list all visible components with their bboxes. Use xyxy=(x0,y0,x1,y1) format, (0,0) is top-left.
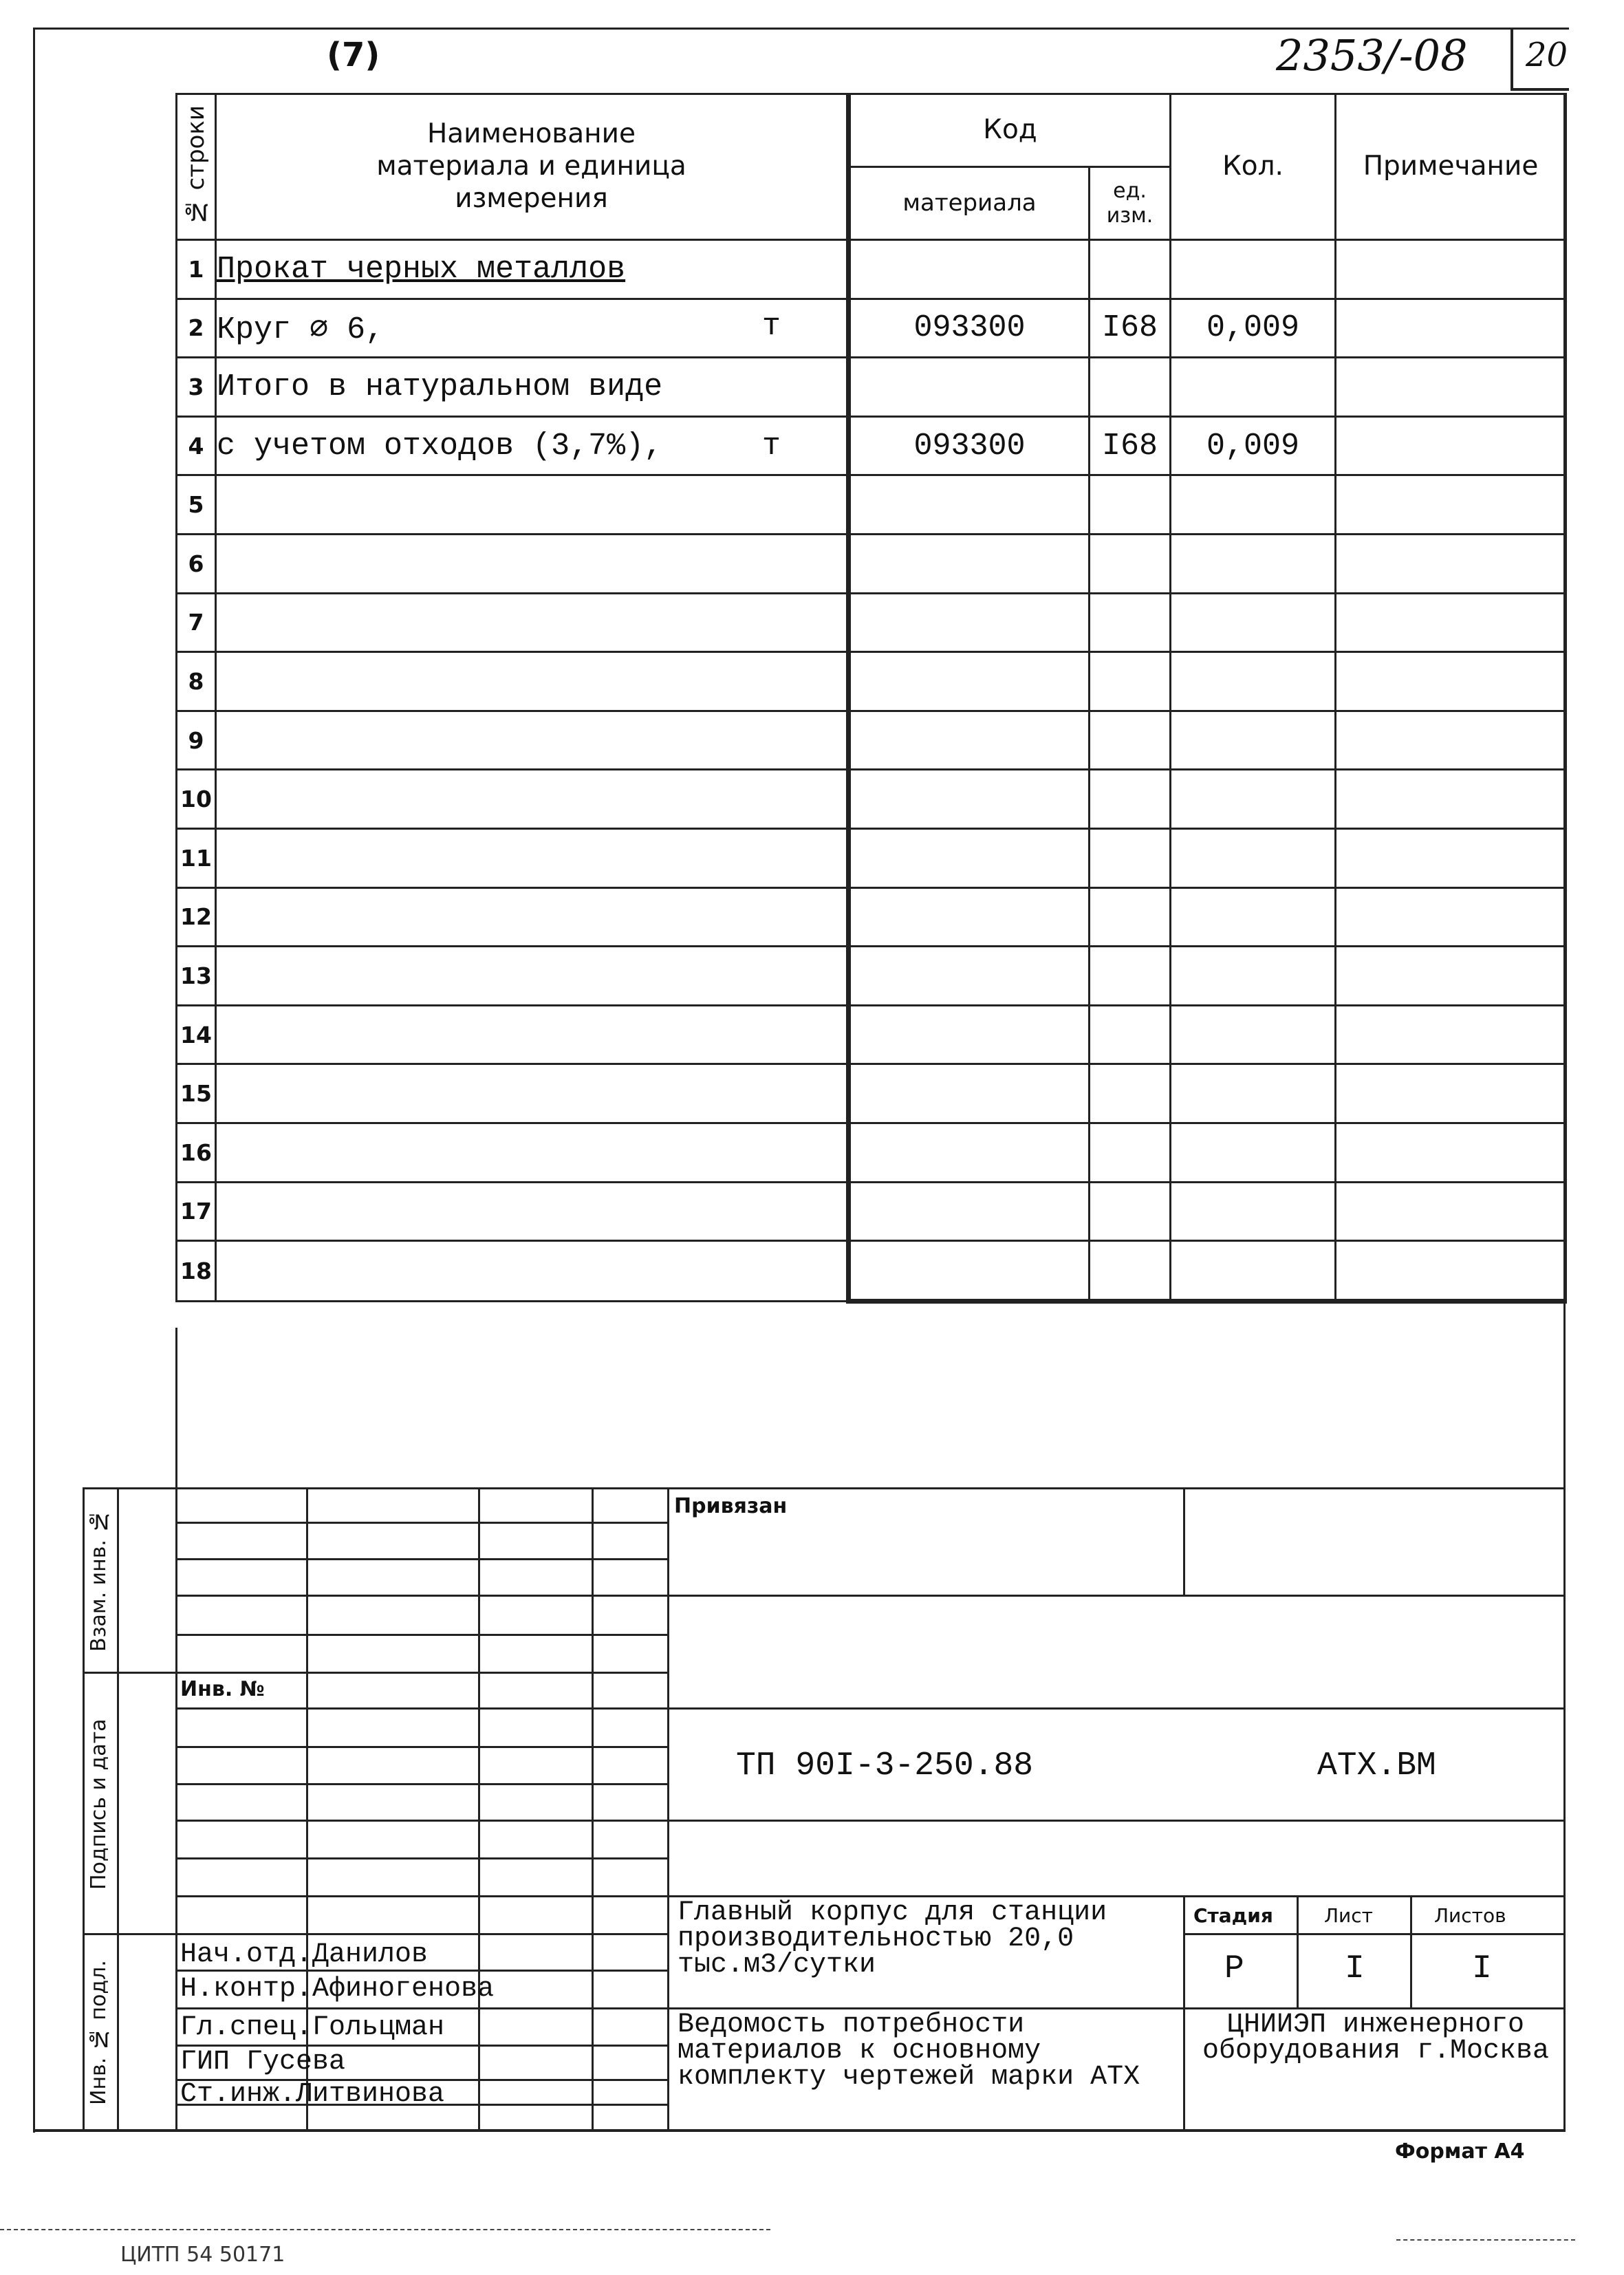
row-qty xyxy=(1171,475,1336,535)
row-name xyxy=(216,416,849,475)
row-unit xyxy=(1090,828,1171,887)
tb-h-code-top xyxy=(667,1707,1563,1710)
row-name xyxy=(216,1005,849,1064)
row-code xyxy=(849,475,1090,535)
table-row xyxy=(177,475,1566,535)
row-qty xyxy=(1171,1123,1336,1182)
stage-value: Р xyxy=(1224,1950,1244,1987)
header-code: Код xyxy=(849,94,1171,167)
tb-top-line xyxy=(83,1487,1563,1489)
tb-left-line xyxy=(83,1487,85,2129)
row-note xyxy=(1336,475,1566,535)
row-name xyxy=(216,240,849,299)
row-code xyxy=(849,1182,1090,1241)
row-qty xyxy=(1171,358,1336,417)
row-name xyxy=(216,299,849,358)
row-note xyxy=(1336,358,1566,417)
grid-h xyxy=(175,1895,667,1897)
row-qty xyxy=(1171,828,1336,887)
row-name xyxy=(216,1064,849,1123)
row-number: 8 xyxy=(177,652,216,711)
side-h xyxy=(83,1672,175,1674)
row-note xyxy=(1336,887,1566,947)
format-label: Формат А4 xyxy=(1395,2139,1525,2164)
row-note xyxy=(1336,711,1566,770)
tb-h-privyazan-bottom xyxy=(667,1595,1563,1597)
row-number: 18 xyxy=(177,1241,216,1302)
row-qty xyxy=(1171,652,1336,711)
row-note xyxy=(1336,652,1566,711)
row-code xyxy=(849,711,1090,770)
header-name: Наименование материала и единица измерения xyxy=(216,94,849,240)
row-number: 16 xyxy=(177,1123,216,1182)
row-note xyxy=(1336,416,1566,475)
row-qty xyxy=(1171,1064,1336,1123)
row-code xyxy=(849,593,1090,652)
grid-h xyxy=(175,1707,667,1710)
row-code xyxy=(849,1123,1090,1182)
row-qty xyxy=(1171,593,1336,652)
row-qty xyxy=(1171,947,1336,1006)
row-number: 10 xyxy=(177,770,216,829)
row-unit xyxy=(1090,475,1171,535)
header-qty: Кол. xyxy=(1171,94,1336,240)
table-row xyxy=(177,534,1566,593)
row-name xyxy=(216,1123,849,1182)
side-v xyxy=(117,1487,119,2129)
header-row-no: № строки xyxy=(177,94,216,240)
cut-line-right xyxy=(1396,2239,1575,2241)
table-row xyxy=(177,358,1566,417)
row-unit xyxy=(1090,1064,1171,1123)
sheets-value: I xyxy=(1472,1950,1492,1987)
tb-h-stage-labels xyxy=(1183,1933,1563,1935)
row-unit xyxy=(1090,1241,1171,1302)
row-number: 6 xyxy=(177,534,216,593)
side-h2 xyxy=(83,1933,175,1935)
side-label-inv-podl: Инв. № подл. xyxy=(87,1960,111,2106)
row-unit xyxy=(1090,534,1171,593)
row-number: 1 xyxy=(177,240,216,299)
table-row xyxy=(177,593,1566,652)
table-row xyxy=(177,1241,1566,1302)
row-unit xyxy=(1090,358,1171,417)
grid-h xyxy=(175,1558,667,1560)
row-qty xyxy=(1171,1182,1336,1241)
row-note xyxy=(1336,1005,1566,1064)
row-unit xyxy=(1090,947,1171,1006)
row-qty: 0,009 xyxy=(1171,299,1336,358)
row-name xyxy=(216,770,849,829)
row-note xyxy=(1336,1182,1566,1241)
row-name xyxy=(216,593,849,652)
table-row xyxy=(177,887,1566,947)
page-number-paren: (7) xyxy=(327,36,380,74)
row-note xyxy=(1336,828,1566,887)
row-code: 093300 xyxy=(849,416,1090,475)
sheets-label: Листов xyxy=(1434,1904,1506,1927)
row-code xyxy=(849,828,1090,887)
row-qty xyxy=(1171,770,1336,829)
grid-h xyxy=(175,1783,667,1785)
row-number: 9 xyxy=(177,711,216,770)
row-note xyxy=(1336,1241,1566,1302)
grid-h xyxy=(175,1857,667,1859)
row-name xyxy=(216,534,849,593)
cut-line-left xyxy=(0,2229,770,2230)
row-note xyxy=(1336,534,1566,593)
row-qty xyxy=(1171,534,1336,593)
row-number: 3 xyxy=(177,358,216,417)
row-name-text: Круг ∅ 6, xyxy=(217,312,385,347)
row-name xyxy=(216,828,849,887)
person-gl-spec: Гл.спец.Гольцман xyxy=(180,2012,445,2043)
row-note xyxy=(1336,770,1566,829)
table-row xyxy=(177,299,1566,358)
print-code: ЦИТП 54 50171 xyxy=(120,2243,285,2267)
row-name xyxy=(216,887,849,947)
row-code: 093300 xyxy=(849,299,1090,358)
doc-mark: АТХ.ВМ xyxy=(1317,1747,1436,1785)
materials-table xyxy=(175,93,1567,1304)
grid-h xyxy=(175,1746,667,1748)
inv-no-label: Инв. № xyxy=(180,1677,265,1701)
row-unit-letter: т xyxy=(761,308,781,344)
tb-v-stage xyxy=(1183,1895,1185,2129)
grid-v3 xyxy=(592,1487,594,2129)
grid-h xyxy=(175,1522,667,1524)
table-row xyxy=(177,1064,1566,1123)
table-row xyxy=(177,1182,1566,1241)
sheet-number: 20 xyxy=(1526,36,1568,74)
row-code xyxy=(849,534,1090,593)
organization: ЦНИИЭП инженерного оборудования г.Москва xyxy=(1202,2009,1550,2067)
top-border xyxy=(33,28,1569,30)
row-unit xyxy=(1090,887,1171,947)
row-number: 12 xyxy=(177,887,216,947)
row-name-text: Прокат черных металлов xyxy=(217,251,626,287)
row-unit xyxy=(1090,1005,1171,1064)
row-unit xyxy=(1090,593,1171,652)
tb-v-sheets xyxy=(1410,1895,1412,2007)
person-n-kontr: Н.контр.Афиногенова xyxy=(180,1974,495,2005)
tb-v-privyazan xyxy=(1183,1487,1185,1595)
row-code xyxy=(849,947,1090,1006)
row-code xyxy=(849,358,1090,417)
grid-h xyxy=(175,1820,667,1822)
row-number: 5 xyxy=(177,475,216,535)
row-code xyxy=(849,887,1090,947)
doc-title: Ведомость потребности материалов к основному комплекту чертежей марки АТХ xyxy=(678,2009,1140,2093)
row-number: 11 xyxy=(177,828,216,887)
row-number: 15 xyxy=(177,1064,216,1123)
row-name xyxy=(216,947,849,1006)
row-note xyxy=(1336,947,1566,1006)
grid-h xyxy=(175,2007,667,2009)
object-title: Главный корпус для станции производительностью 20,0 тыс.м3/сутки xyxy=(678,1897,1107,1981)
row-qty: 0,009 xyxy=(1171,416,1336,475)
row-code xyxy=(849,240,1090,299)
grid-v4 xyxy=(667,1487,669,2129)
row-note xyxy=(1336,299,1566,358)
privyazan-label: Привязан xyxy=(674,1494,788,1518)
row-qty xyxy=(1171,1005,1336,1064)
header-code-unit: ед. изм. xyxy=(1090,167,1171,240)
doc-code: 2353/-08 xyxy=(1276,30,1468,80)
sheet-label: Лист xyxy=(1324,1904,1373,1927)
table-row xyxy=(177,770,1566,829)
tb-bottom-line xyxy=(33,2129,1566,2132)
row-code xyxy=(849,770,1090,829)
table-row xyxy=(177,828,1566,887)
row-qty xyxy=(1171,711,1336,770)
row-name xyxy=(216,1241,849,1302)
row-name-text: Итого в натуральном виде xyxy=(217,369,663,405)
table-row xyxy=(177,711,1566,770)
tb-h-code-bottom xyxy=(667,1820,1563,1822)
person-gip: ГИП Гусева xyxy=(180,2047,346,2078)
table-row xyxy=(177,947,1566,1006)
sheet-box-divider xyxy=(1511,28,1513,88)
row-unit xyxy=(1090,711,1171,770)
row-unit: I68 xyxy=(1090,416,1171,475)
row-unit xyxy=(1090,1182,1171,1241)
side-label-vzam: Взам. инв. № xyxy=(87,1509,111,1652)
table-row xyxy=(177,1123,1566,1182)
row-number: 17 xyxy=(177,1182,216,1241)
row-name xyxy=(216,358,849,417)
grid-v2 xyxy=(478,1487,480,2129)
table-body xyxy=(177,240,1566,1302)
row-unit xyxy=(1090,652,1171,711)
row-name xyxy=(216,711,849,770)
row-qty xyxy=(1171,887,1336,947)
sheet-value: I xyxy=(1345,1950,1365,1987)
row-name-text: с учетом отходов (3,7%), xyxy=(217,428,663,464)
project-code: ТП 90I-3-250.88 xyxy=(736,1747,1034,1785)
right-border xyxy=(1563,93,1566,2129)
row-unit xyxy=(1090,240,1171,299)
row-qty xyxy=(1171,240,1336,299)
row-number: 14 xyxy=(177,1005,216,1064)
table-row xyxy=(177,1005,1566,1064)
grid-h xyxy=(175,1595,667,1597)
row-code xyxy=(849,1005,1090,1064)
row-note xyxy=(1336,1064,1566,1123)
row-unit xyxy=(1090,770,1171,829)
row-number: 7 xyxy=(177,593,216,652)
stage-label: Стадия xyxy=(1193,1904,1273,1927)
table-row xyxy=(177,652,1566,711)
row-name xyxy=(216,475,849,535)
header-note: Примечание xyxy=(1336,94,1566,240)
row-number: 2 xyxy=(177,299,216,358)
row-unit-letter: т xyxy=(761,428,781,464)
row-qty xyxy=(1171,1241,1336,1302)
row-unit xyxy=(1090,1123,1171,1182)
row-code xyxy=(849,1064,1090,1123)
row-code xyxy=(849,1241,1090,1302)
person-st-inzh: Ст.инж.Литвинова xyxy=(180,2079,445,2110)
row-unit: I68 xyxy=(1090,299,1171,358)
side-label-podpis: Подпись и дата xyxy=(87,1718,111,1890)
row-name xyxy=(216,652,849,711)
row-name xyxy=(216,1182,849,1241)
row-note xyxy=(1336,593,1566,652)
row-number: 13 xyxy=(177,947,216,1006)
grid-h xyxy=(175,1634,667,1636)
header-code-material: материала xyxy=(849,167,1090,240)
row-number: 4 xyxy=(177,416,216,475)
table-row xyxy=(177,240,1566,299)
table-row xyxy=(177,416,1566,475)
tb-v-sheet xyxy=(1297,1895,1299,2007)
row-note xyxy=(1336,240,1566,299)
sheet-box-bottom xyxy=(1511,88,1569,91)
row-code xyxy=(849,652,1090,711)
person-nach-otd: Нач.отд.Данилов xyxy=(180,1939,429,1970)
row-note xyxy=(1336,1123,1566,1182)
